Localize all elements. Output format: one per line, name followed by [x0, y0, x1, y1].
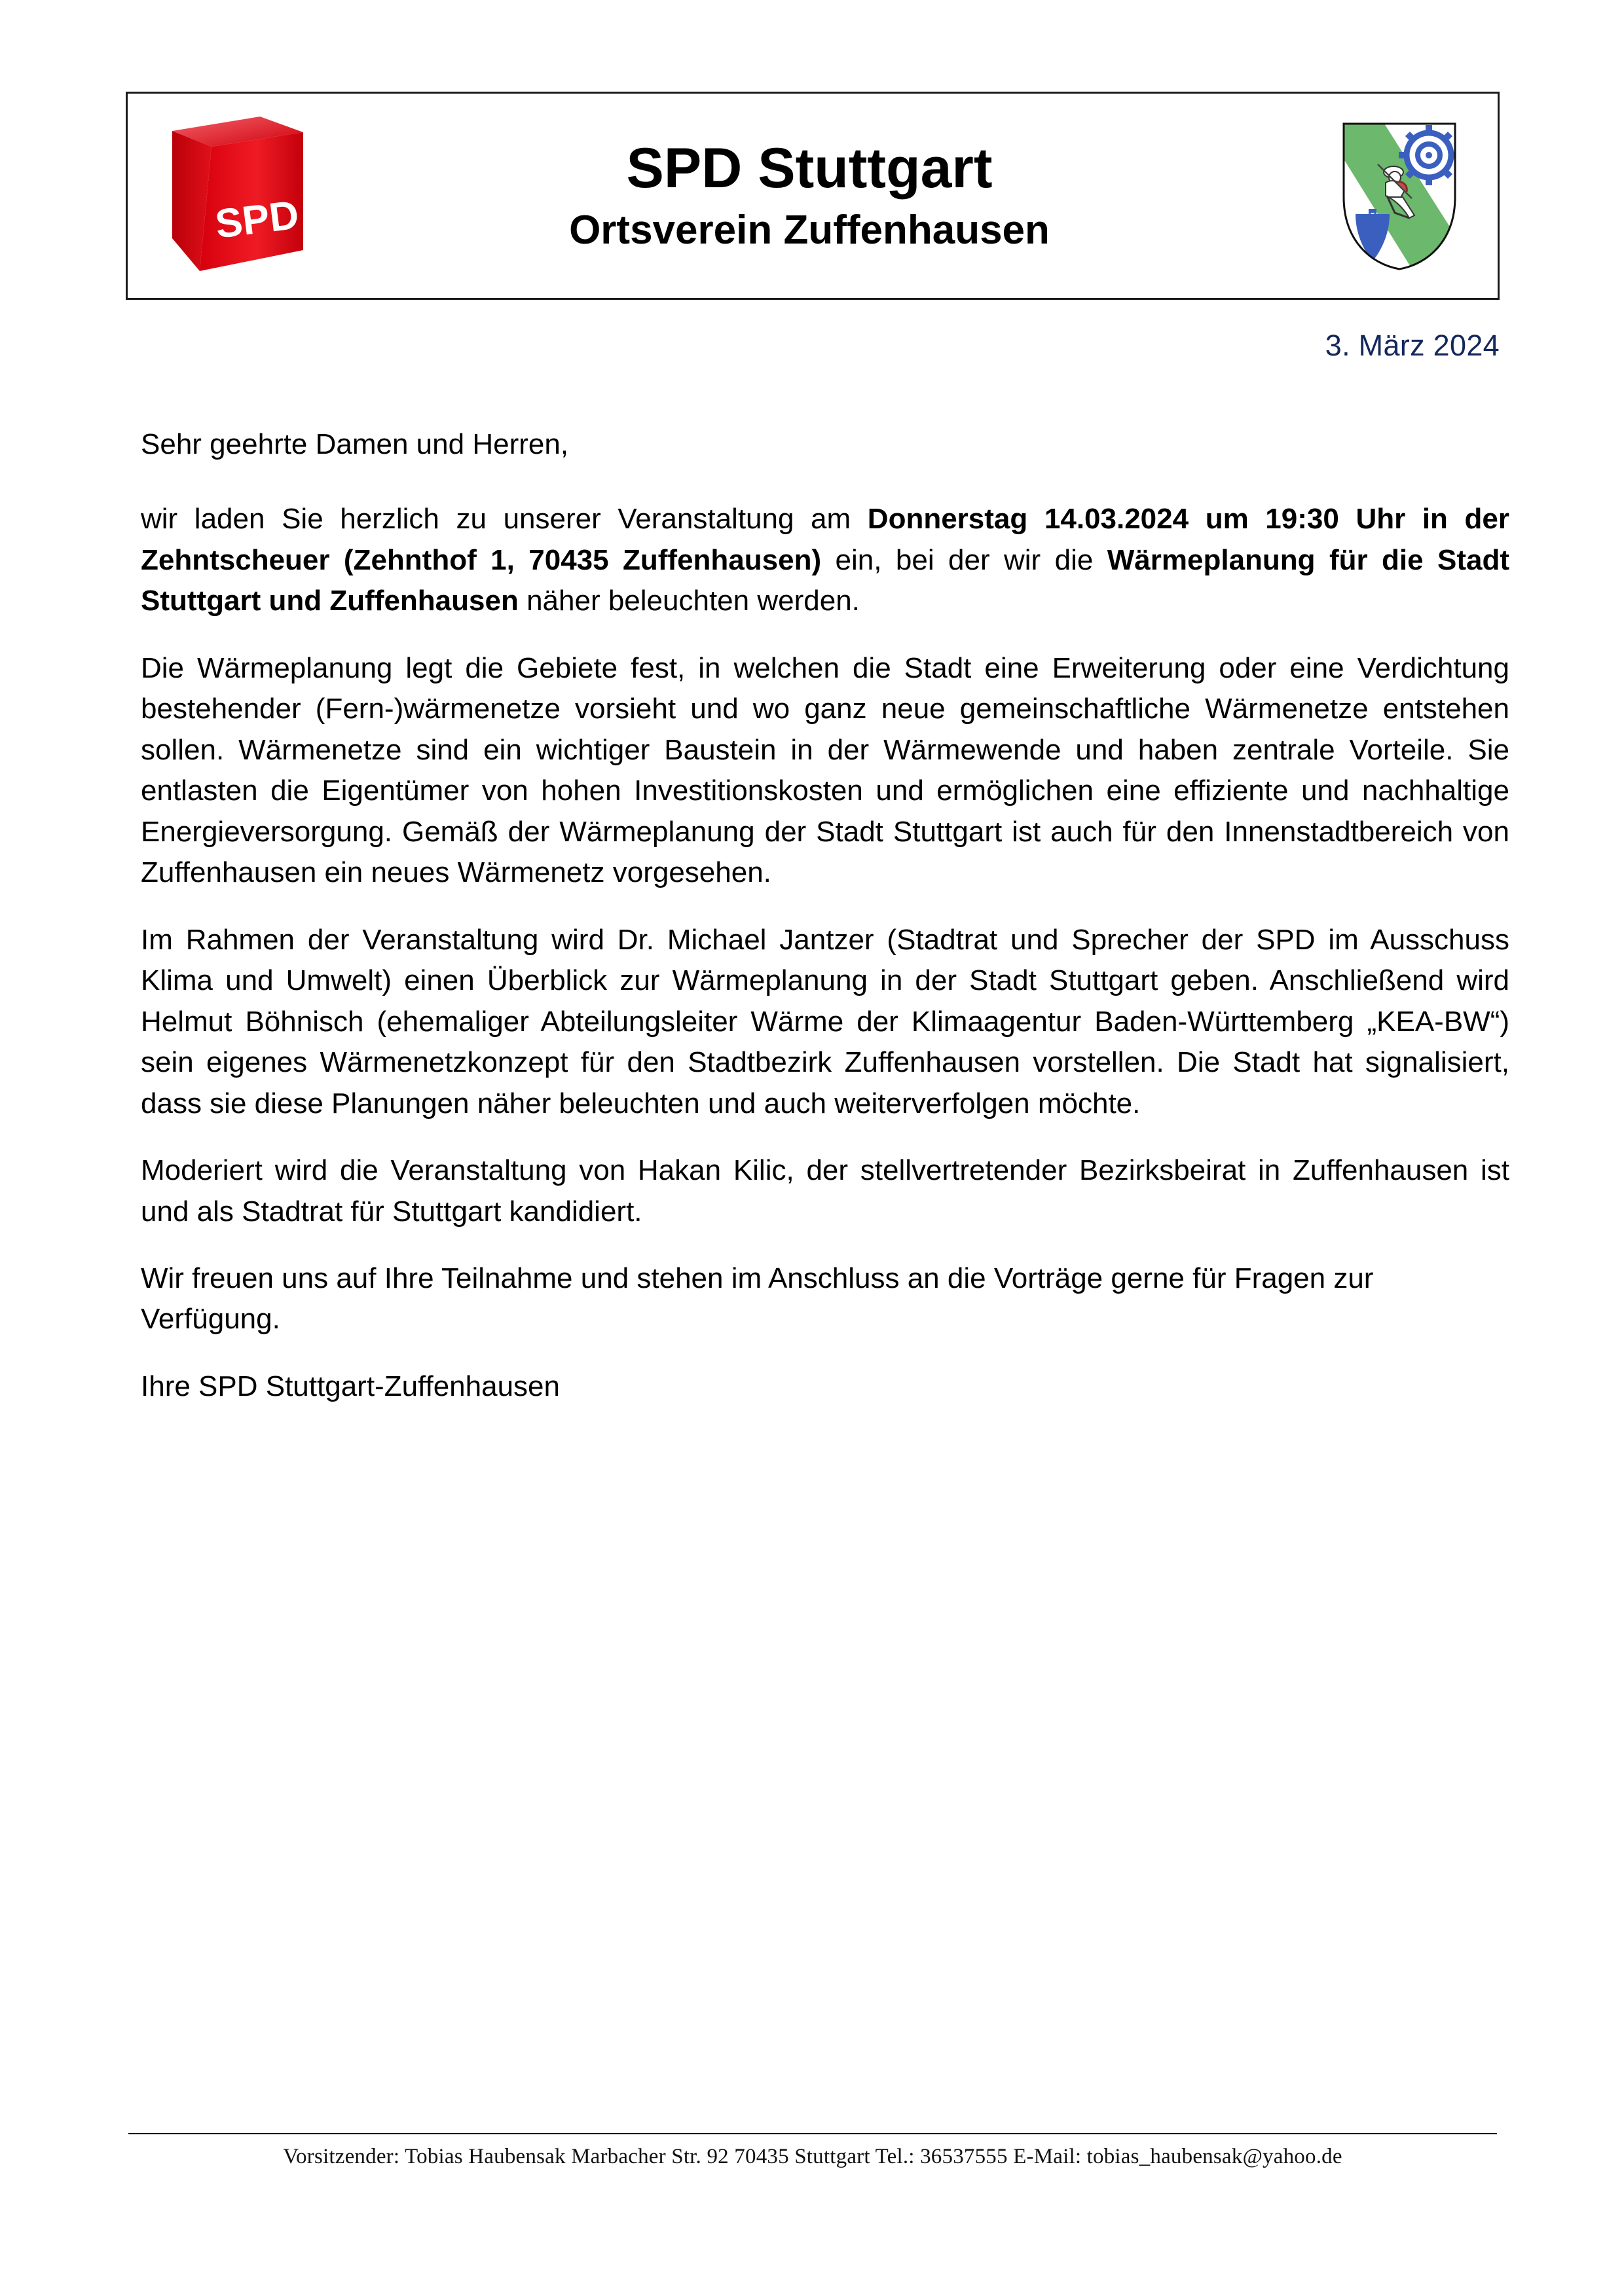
paragraph-moderation: Moderiert wird die Veranstaltung von Hakan Kilic, der stellvertretender Bezirksbeirat in Zuffenhausen ist und als Stadtrat für Stuttgart kandidiert.	[141, 1154, 1509, 1228]
closing-signature: Ihre SPD Stuttgart-Zuffenhausen	[141, 1370, 560, 1402]
spd-logo-slot	[128, 94, 344, 298]
p1-segment-bold-event: Donnerstag 14.03.2024 um 19:30 Uhr in der Zehntscheuer (Zehnthof 1, 70435 Zuffenhausen)	[141, 503, 1509, 576]
paragraph-speakers: Im Rahmen der Veranstaltung wird Dr. Michael Jantzer (Stadtrat und Sprecher der SPD im Ausschuss Klima und Umwelt) einen Überblick zur Wärmeplanung in der Stadt Stuttgart geben. Anschließend wird Helmut Böhnisch (ehemaliger Abteilungsleiter Wärme der Klimaagentur Baden-Württemberg „KEA-BW“) sein eigenes Wärmenetzkonzept für den Stadtbezirk Zuffenhausen vorstellen. Die Stadt hat signalisiert, dass sie diese Planungen näher beleuchten und auch weiterverfolgen möchte.	[141, 923, 1509, 1120]
p1-segment-c: ein, bei der wir die	[821, 543, 1107, 576]
zuffenhausen-crest-slot	[1301, 94, 1498, 298]
letterhead-banner	[126, 92, 1500, 300]
p1-segment-e: näher beleuchten werden.	[518, 585, 860, 617]
p1-segment-bold-topic: Wärmeplanung für die Stadt Stuttgart und Zuffenhausen	[141, 543, 1509, 617]
letter-date: 3. März 2024	[1325, 329, 1500, 362]
letter-body	[141, 424, 1509, 1407]
paragraph-closing-invite: Wir freuen uns auf Ihre Teilnahme und stehen im Anschluss an die Vorträge gerne für Fragen zur Verfügung.	[141, 1262, 1374, 1336]
spd-cube-logo-icon	[160, 107, 311, 284]
paragraph-waermeplanung: Die Wärmeplanung legt die Gebiete fest, in welchen die Stadt eine Erweiterung oder eine Verdichtung bestehender (Fern-)wärmenetze vorsieht und wo ganz neue gemeinschaftliche Wärmenetze entstehen sollen. Wärmenetze sind ein wichtiger Baustein in der Wärmewende und haben zentrale Vorteile. Sie entlasten die Eigentümer von hohen Investitionskosten und ermöglichen eine effiziente und nachhaltige Energieversorgung. Gemäß der Wärmeplanung der Stadt Stuttgart ist auch für den Innenstadtbereich von Zuffenhausen ein neues Wärmenetz vorgesehen.	[141, 651, 1509, 889]
page-title: SPD Stuttgart	[626, 136, 993, 200]
footer-contact-line: Vorsitzender: Tobias Haubensak Marbacher Str. 92 70435 Stuttgart Tel.: 36537555 E-Mail: tobias_haubensak@yahoo.de	[283, 2145, 1342, 2168]
footer-divider	[128, 2133, 1497, 2134]
p1-segment-a: wir laden Sie herzlich zu unserer Veranstaltung am	[141, 503, 868, 536]
paragraph-invitation	[141, 499, 1509, 621]
svg-text:SPD: SPD	[213, 192, 301, 247]
letterhead-titles	[344, 138, 1301, 253]
salutation: Sehr geehrte Damen und Herren,	[141, 428, 569, 460]
coat-of-arms-icon	[1337, 118, 1462, 273]
page-subtitle: Ortsverein Zuffenhausen	[569, 207, 1050, 253]
